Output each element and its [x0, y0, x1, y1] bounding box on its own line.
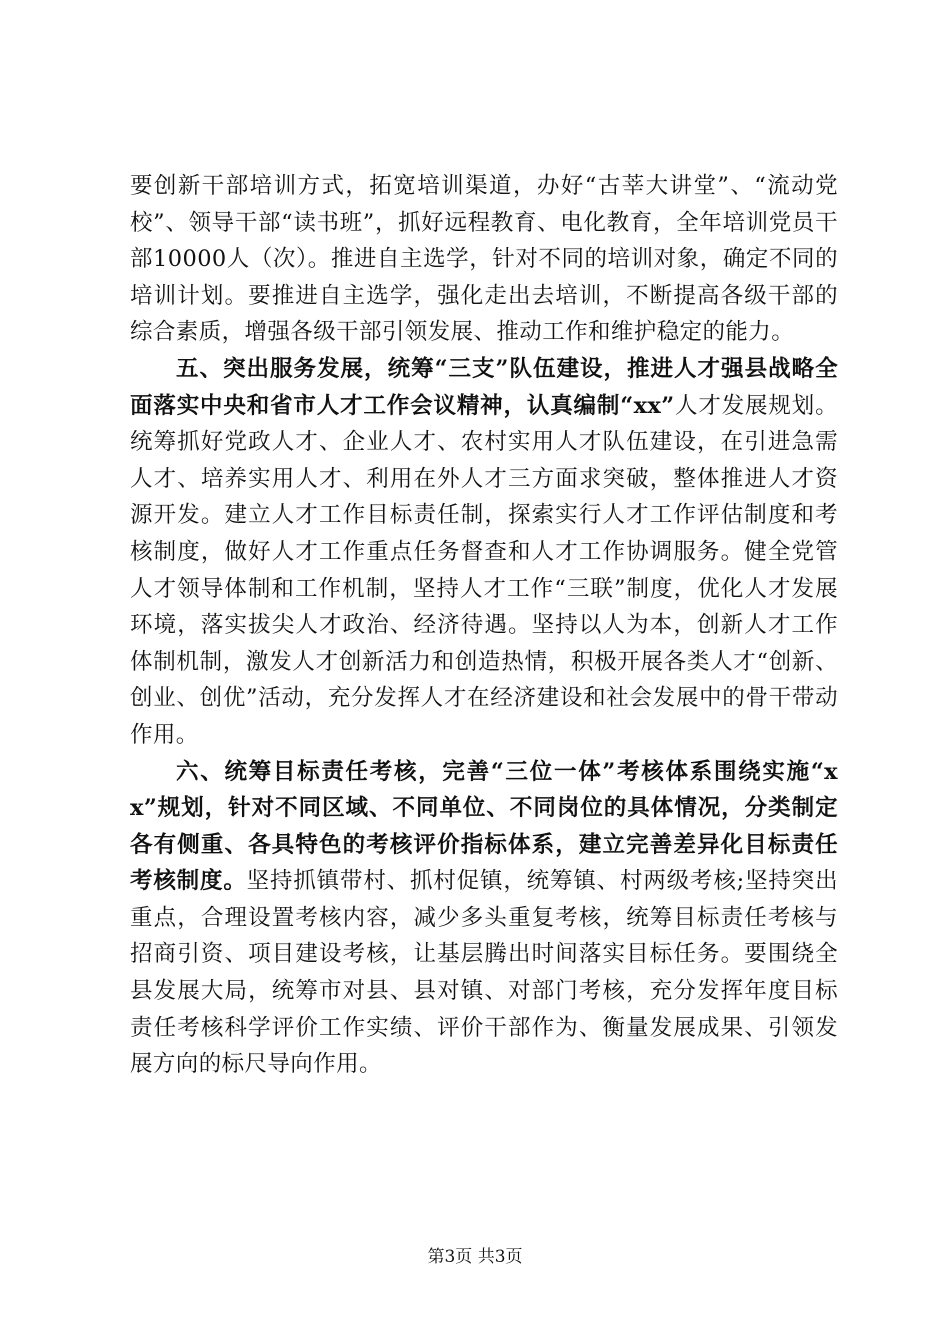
paragraph-2 [130, 351, 838, 754]
paragraph-1 [130, 168, 838, 351]
paragraph-1-text: 要创新干部培训方式，拓宽培训渠道，办好“古莘大讲堂”、“流动党校”、领导干部“读书班”，抓好远程教育、电化教育，全年培训党员干部10000人（次）。推进自主选学，针对不同的培训对象，确定不同的培训计划。要推进自主选学，强化走出去培训，不断提高各级干部的综合素质，增强各级干部引领发展、推动工作和维护稳定的能力。 [130, 173, 838, 346]
document-body [130, 168, 838, 1083]
paragraph-3 [130, 754, 838, 1083]
paragraph-3-lead: 六、统筹目标责任考核，完善“三位一体”考核体系围绕实施“xx”规划，针对不同区域、不同单位、不同岗位的具体情况，分类制定各有侧重、各具特色的考核评价指标体系，建立完善差异化目标责任考核制度。 [130, 758, 838, 895]
paragraph-2-lead: 五、突出服务发展，统筹“三支”队伍建设，推进人才强县战略全面落实中央和省市人才工作会议精神，认真编制“xx” [130, 355, 838, 419]
page-footer: 第3页 共3页 [427, 1247, 523, 1267]
paragraph-2-text: 人才发展规划。统筹抓好党政人才、企业人才、农村实用人才队伍建设，在引进急需人才、培养实用人才、利用在外人才三方面求突破，整体推进人才资源开发。建立人才工作目标责任制，探索实行人才工作评估制度和考核制度，做好人才工作重点任务督查和人才工作协调服务。健全党管人才领导体制和工作机制，坚持人才工作“三联”制度，优化人才发展环境，落实拔尖人才政治、经济待遇。坚持以人为本，创新人才工作体制机制，激发人才创新活力和创造热情，积极开展各类人才“创新、创业、创优”活动，充分发挥人才在经济建设和社会发展中的骨干带动作用。 [130, 392, 838, 748]
paragraph-3-text: 坚持抓镇带村、抓村促镇，统筹镇、村两级考核;坚持突出重点，合理设置考核内容，减少多头重复考核，统筹目标责任考核与招商引资、项目建设考核，让基层腾出时间落实目标任务。要围绕全县发展大局，统筹市对县、县对镇、对部门考核，充分发挥年度目标责任考核科学评价工作实绩、评价干部作为、衡量发展成果、引领发展方向的标尺导向作用。 [130, 868, 838, 1078]
